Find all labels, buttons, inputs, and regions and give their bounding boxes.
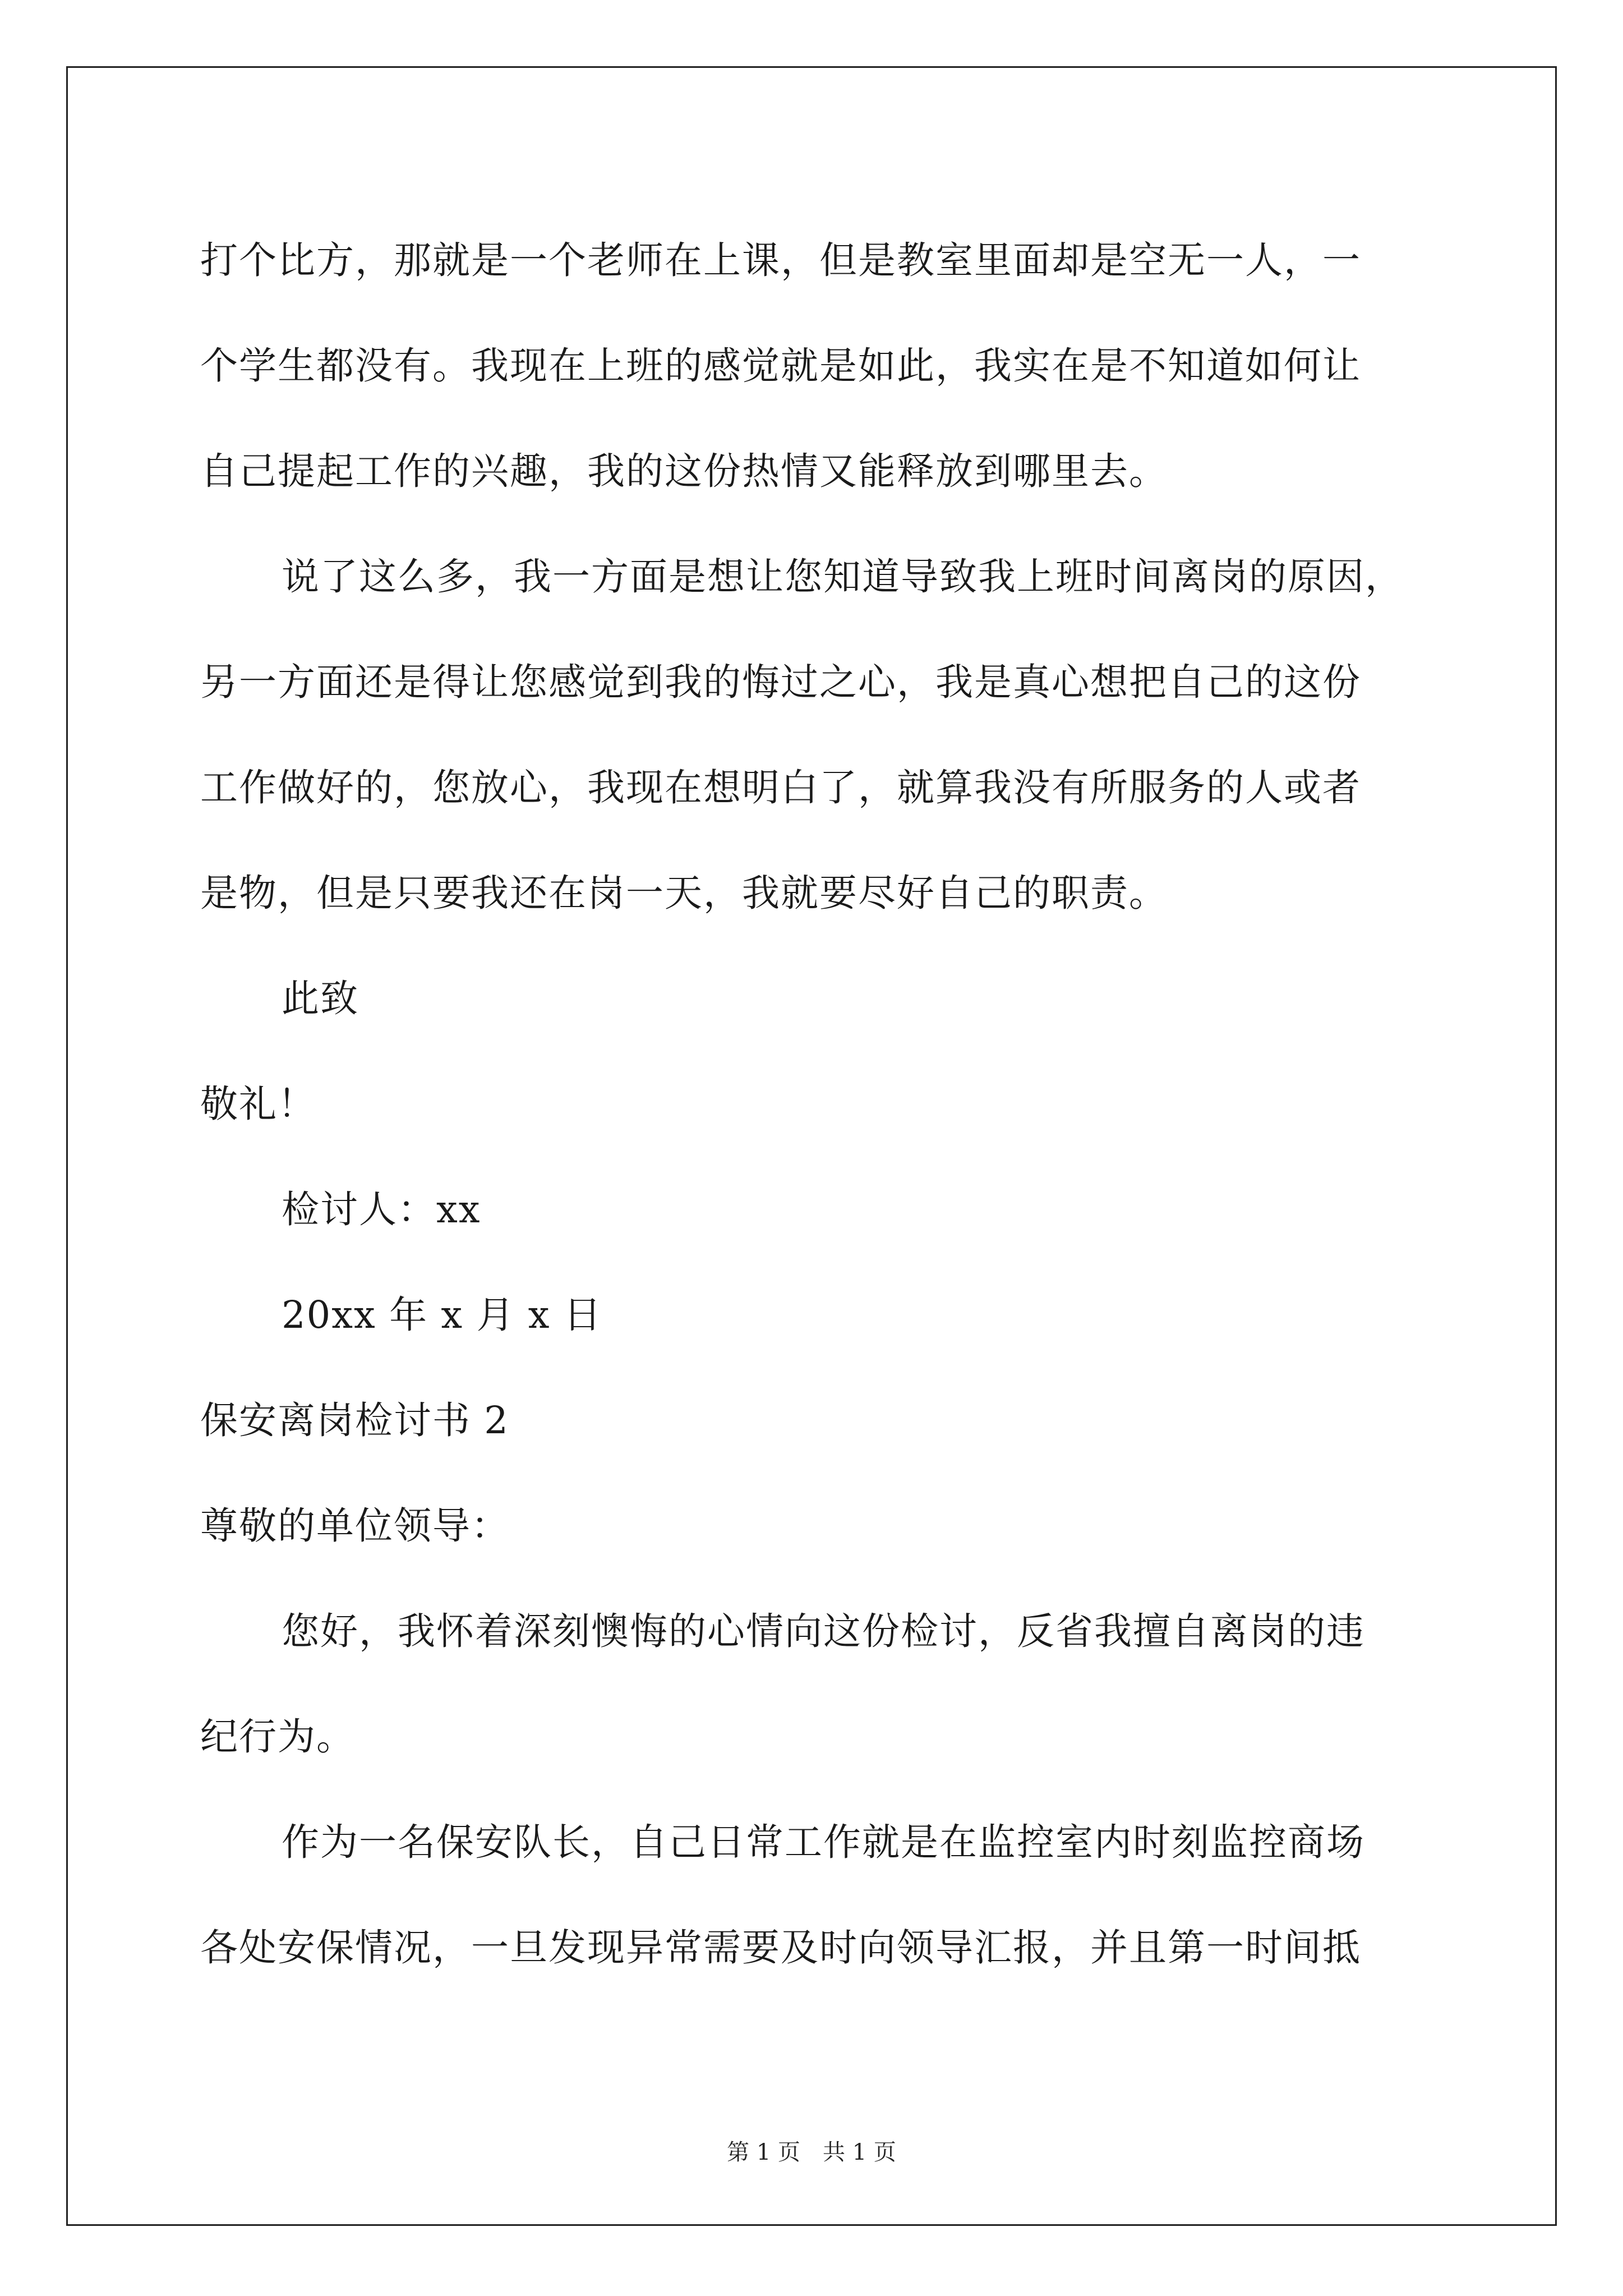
text-line: 个学生都没有。我现在上班的感觉就是如此，我实在是不知道如何让 bbox=[200, 344, 1361, 388]
section-title: 保安离岗检讨书 2 bbox=[200, 1398, 509, 1442]
text-line: 工作做好的，您放心，我现在想明白了，就算我没有所服务的人或者 bbox=[200, 766, 1361, 809]
text-line: 是物，但是只要我还在岗一天，我就要尽好自己的职责。 bbox=[200, 871, 1168, 915]
text-line: 纪行为。 bbox=[200, 1715, 355, 1759]
greeting: 尊敬的单位领导： bbox=[200, 1504, 510, 1548]
text-line: 另一方面还是得让您感觉到我的悔过之心，我是真心想把自己的这份 bbox=[200, 660, 1361, 704]
closing-salutation: 此致 bbox=[282, 977, 359, 1020]
text-line: 自己提起工作的兴趣，我的这份热情又能释放到哪里去。 bbox=[200, 449, 1168, 493]
closing-regards: 敬礼！ bbox=[200, 1082, 316, 1126]
document-body bbox=[200, 208, 1434, 2000]
signature-date: 20xx 年 x 月 x 日 bbox=[282, 1293, 602, 1337]
page-footer: 第 1 页 共 1 页 bbox=[727, 2139, 896, 2165]
text-line: 各处安保情况，一旦发现异常需要及时向领导汇报，并且第一时间抵 bbox=[200, 1926, 1361, 1970]
text-line: 打个比方，那就是一个老师在上课，但是教室里面却是空无一人，一 bbox=[200, 238, 1361, 282]
text-line: 作为一名保安队长，自己日常工作就是在监控室内时刻监控商场 bbox=[282, 1820, 1365, 1864]
signature-name: 检讨人：xx bbox=[282, 1188, 481, 1231]
text-line: 说了这么多，我一方面是想让您知道导致我上班时间离岗的原因， bbox=[282, 555, 1404, 599]
text-line: 您好，我怀着深刻懊悔的心情向这份检讨，反省我擅自离岗的违 bbox=[282, 1609, 1365, 1653]
